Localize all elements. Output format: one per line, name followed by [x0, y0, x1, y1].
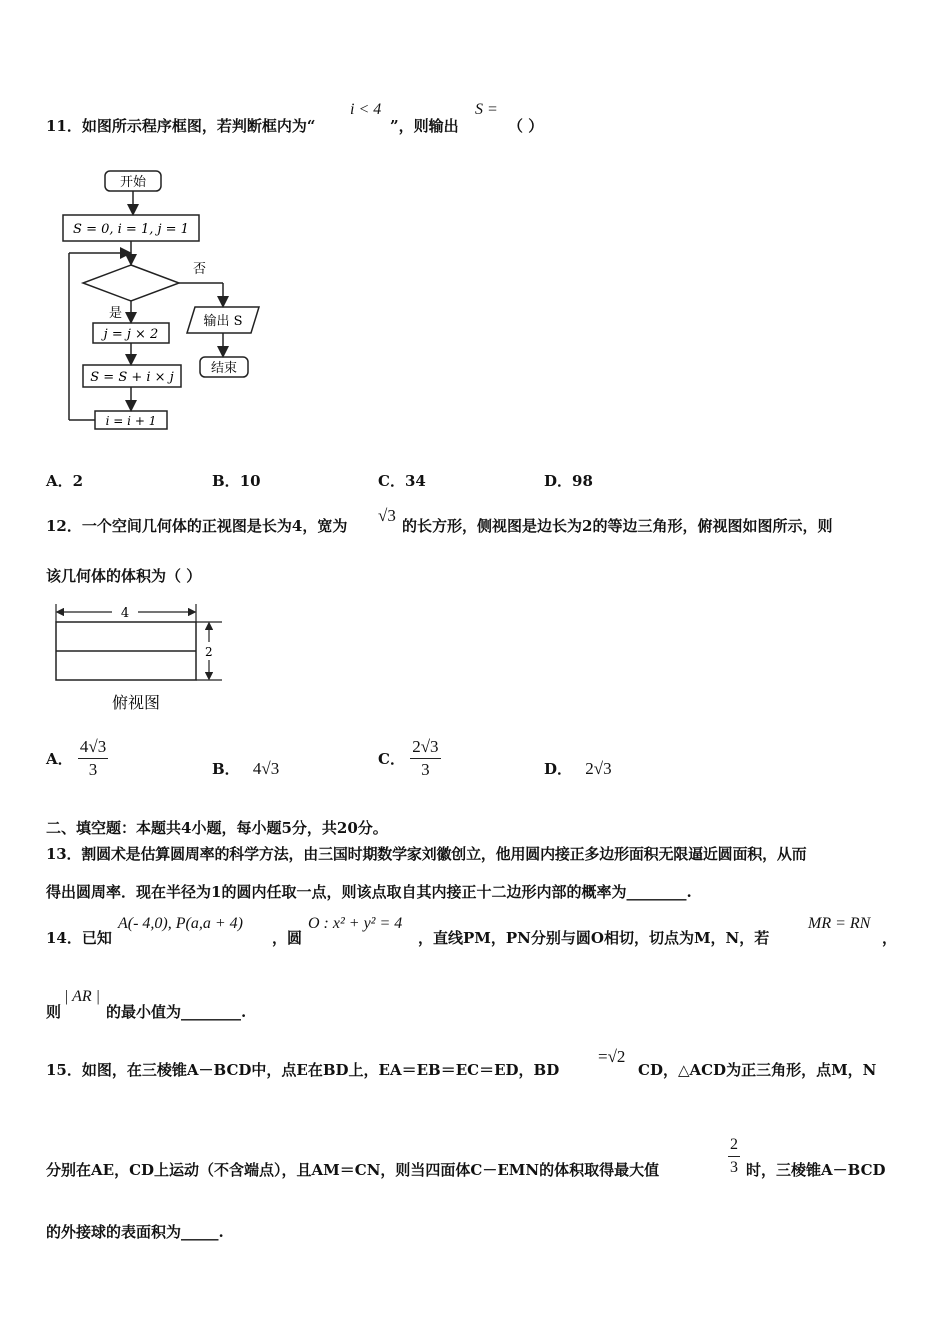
q12-line2: 该几何体的体积为（ ） — [46, 567, 202, 585]
section-heading: 二、填空题：本题共4小题，每小题5分，共20分。 — [46, 819, 388, 837]
q15-rel: =√2 — [598, 1047, 626, 1066]
option-value: 10 — [239, 472, 261, 490]
q12-option-c — [378, 736, 441, 781]
q14-comma: ， — [882, 929, 898, 947]
q13-line1: 13．割圆术是估算圆周率的科学方法，由三国时期数学家刘徽创立，他用圆内接正多边形面积无限逼近圆面积，从而 — [46, 845, 807, 863]
option-label: B． — [212, 760, 240, 778]
q14-line2-b: 的最小值为________. — [106, 1003, 247, 1021]
fraction-numerator: 4√3 — [78, 736, 108, 759]
option-value: 2 — [72, 472, 84, 490]
flow-start-label: 开始 — [119, 175, 147, 190]
q14-cond: MR = RN — [808, 915, 871, 932]
q13-line2: 得出圆周率．现在半径为1的圆内任取一点，则该点取自其内接正十二边形内部的概率为________. — [46, 883, 692, 901]
q11-option-c — [378, 470, 426, 491]
q11-stem — [46, 116, 316, 136]
q12-line1-b: 的长方形，侧视图是边长为2的等边三角形，俯视图如图所示，则 — [402, 517, 833, 535]
flow-step3-label: i = i + 1 — [105, 414, 157, 428]
option-label: B． — [212, 472, 240, 490]
q11-option-d — [544, 470, 593, 491]
q14-mid2: ，直线PM，PN分别与圆O相切，切点为M，N，若 — [418, 929, 770, 947]
option-label: C． — [378, 472, 405, 490]
q11-prefix: 11．如图所示程序框图，若判断框内为“ — [46, 117, 316, 135]
q15-line3: 的外接球的表面积为_____. — [46, 1223, 224, 1241]
q14-points: A(- 4,0), P(a,a + 4) — [118, 915, 243, 932]
q12-option-b — [212, 758, 279, 779]
q14-circle: O : x² + y² = 4 — [308, 915, 403, 932]
q12-option-a — [46, 736, 108, 781]
flow-end-label: 结束 — [210, 361, 238, 376]
option-label: A． — [46, 750, 73, 768]
q12-option-d — [544, 758, 612, 779]
option-label: C． — [378, 750, 405, 768]
q15-line1-b: CD，△ACD为正三角形，点M，N — [638, 1061, 877, 1079]
fraction-denominator: 3 — [88, 760, 98, 779]
q15-line2-a: 分别在AE，CD上运动（不含端点），且AM＝CN，则当四面体C－EMN的体积取得最大值 — [46, 1161, 660, 1179]
option-value: 2√3 — [585, 759, 612, 778]
option-value: 4√3 — [252, 759, 280, 778]
q15-line1-a: 15．如图，在三棱锥A－BCD中，点E在BD上，EA＝EB＝EC＝ED，BD — [46, 1061, 560, 1079]
dim-top-label: 4 — [120, 606, 130, 621]
option-label: D． — [544, 472, 573, 490]
q14-prefix: 14．已知 — [46, 929, 112, 947]
top-view-caption: 俯视图 — [111, 693, 161, 712]
option-label: A． — [46, 472, 73, 490]
q11-flowchart — [55, 165, 265, 445]
flow-init-label: S = 0, i = 1, j = 1 — [73, 222, 189, 237]
option-label: D． — [544, 760, 573, 778]
q14-line2-a: 则 — [46, 1003, 62, 1021]
flow-decision — [83, 265, 179, 301]
flow-step1-label: j = j × 2 — [103, 327, 159, 342]
option-c-fraction — [410, 736, 440, 781]
fraction-numerator: 2 — [728, 1134, 740, 1157]
q14-mid1: ，圆 — [272, 929, 303, 947]
q11-output-var: S = — [475, 101, 498, 118]
q14-ar: | AR | — [64, 988, 101, 1005]
q12-width-val: √3 — [378, 506, 396, 525]
option-value: 98 — [572, 472, 593, 490]
fraction-numerator: 2√3 — [410, 736, 440, 759]
q11-suffix: （ ） — [508, 117, 544, 135]
option-value: 34 — [404, 472, 426, 490]
dim-side-label: 2 — [205, 645, 213, 659]
fraction-denominator: 3 — [730, 1159, 738, 1176]
flow-yes-label: 是 — [109, 306, 123, 321]
option-a-fraction — [78, 736, 108, 781]
q15-line2-b: 时，三棱锥A－BCD — [746, 1161, 886, 1179]
flow-output-label: 输出 S — [203, 314, 243, 329]
q11-option-a — [46, 470, 83, 491]
q11-condition: i < 4 — [350, 101, 382, 118]
q15-fraction — [728, 1134, 740, 1179]
flow-no-label: 否 — [193, 262, 207, 277]
fraction-denominator: 3 — [421, 760, 430, 779]
q11-mid: ”，则输出 — [390, 117, 459, 135]
flow-step2-label: S = S + i × j — [90, 370, 174, 385]
q11-option-b — [212, 470, 261, 491]
q12-top-view-figure — [52, 600, 232, 718]
q12-line1-a: 12．一个空间几何体的正视图是长为4，宽为 — [46, 517, 348, 535]
